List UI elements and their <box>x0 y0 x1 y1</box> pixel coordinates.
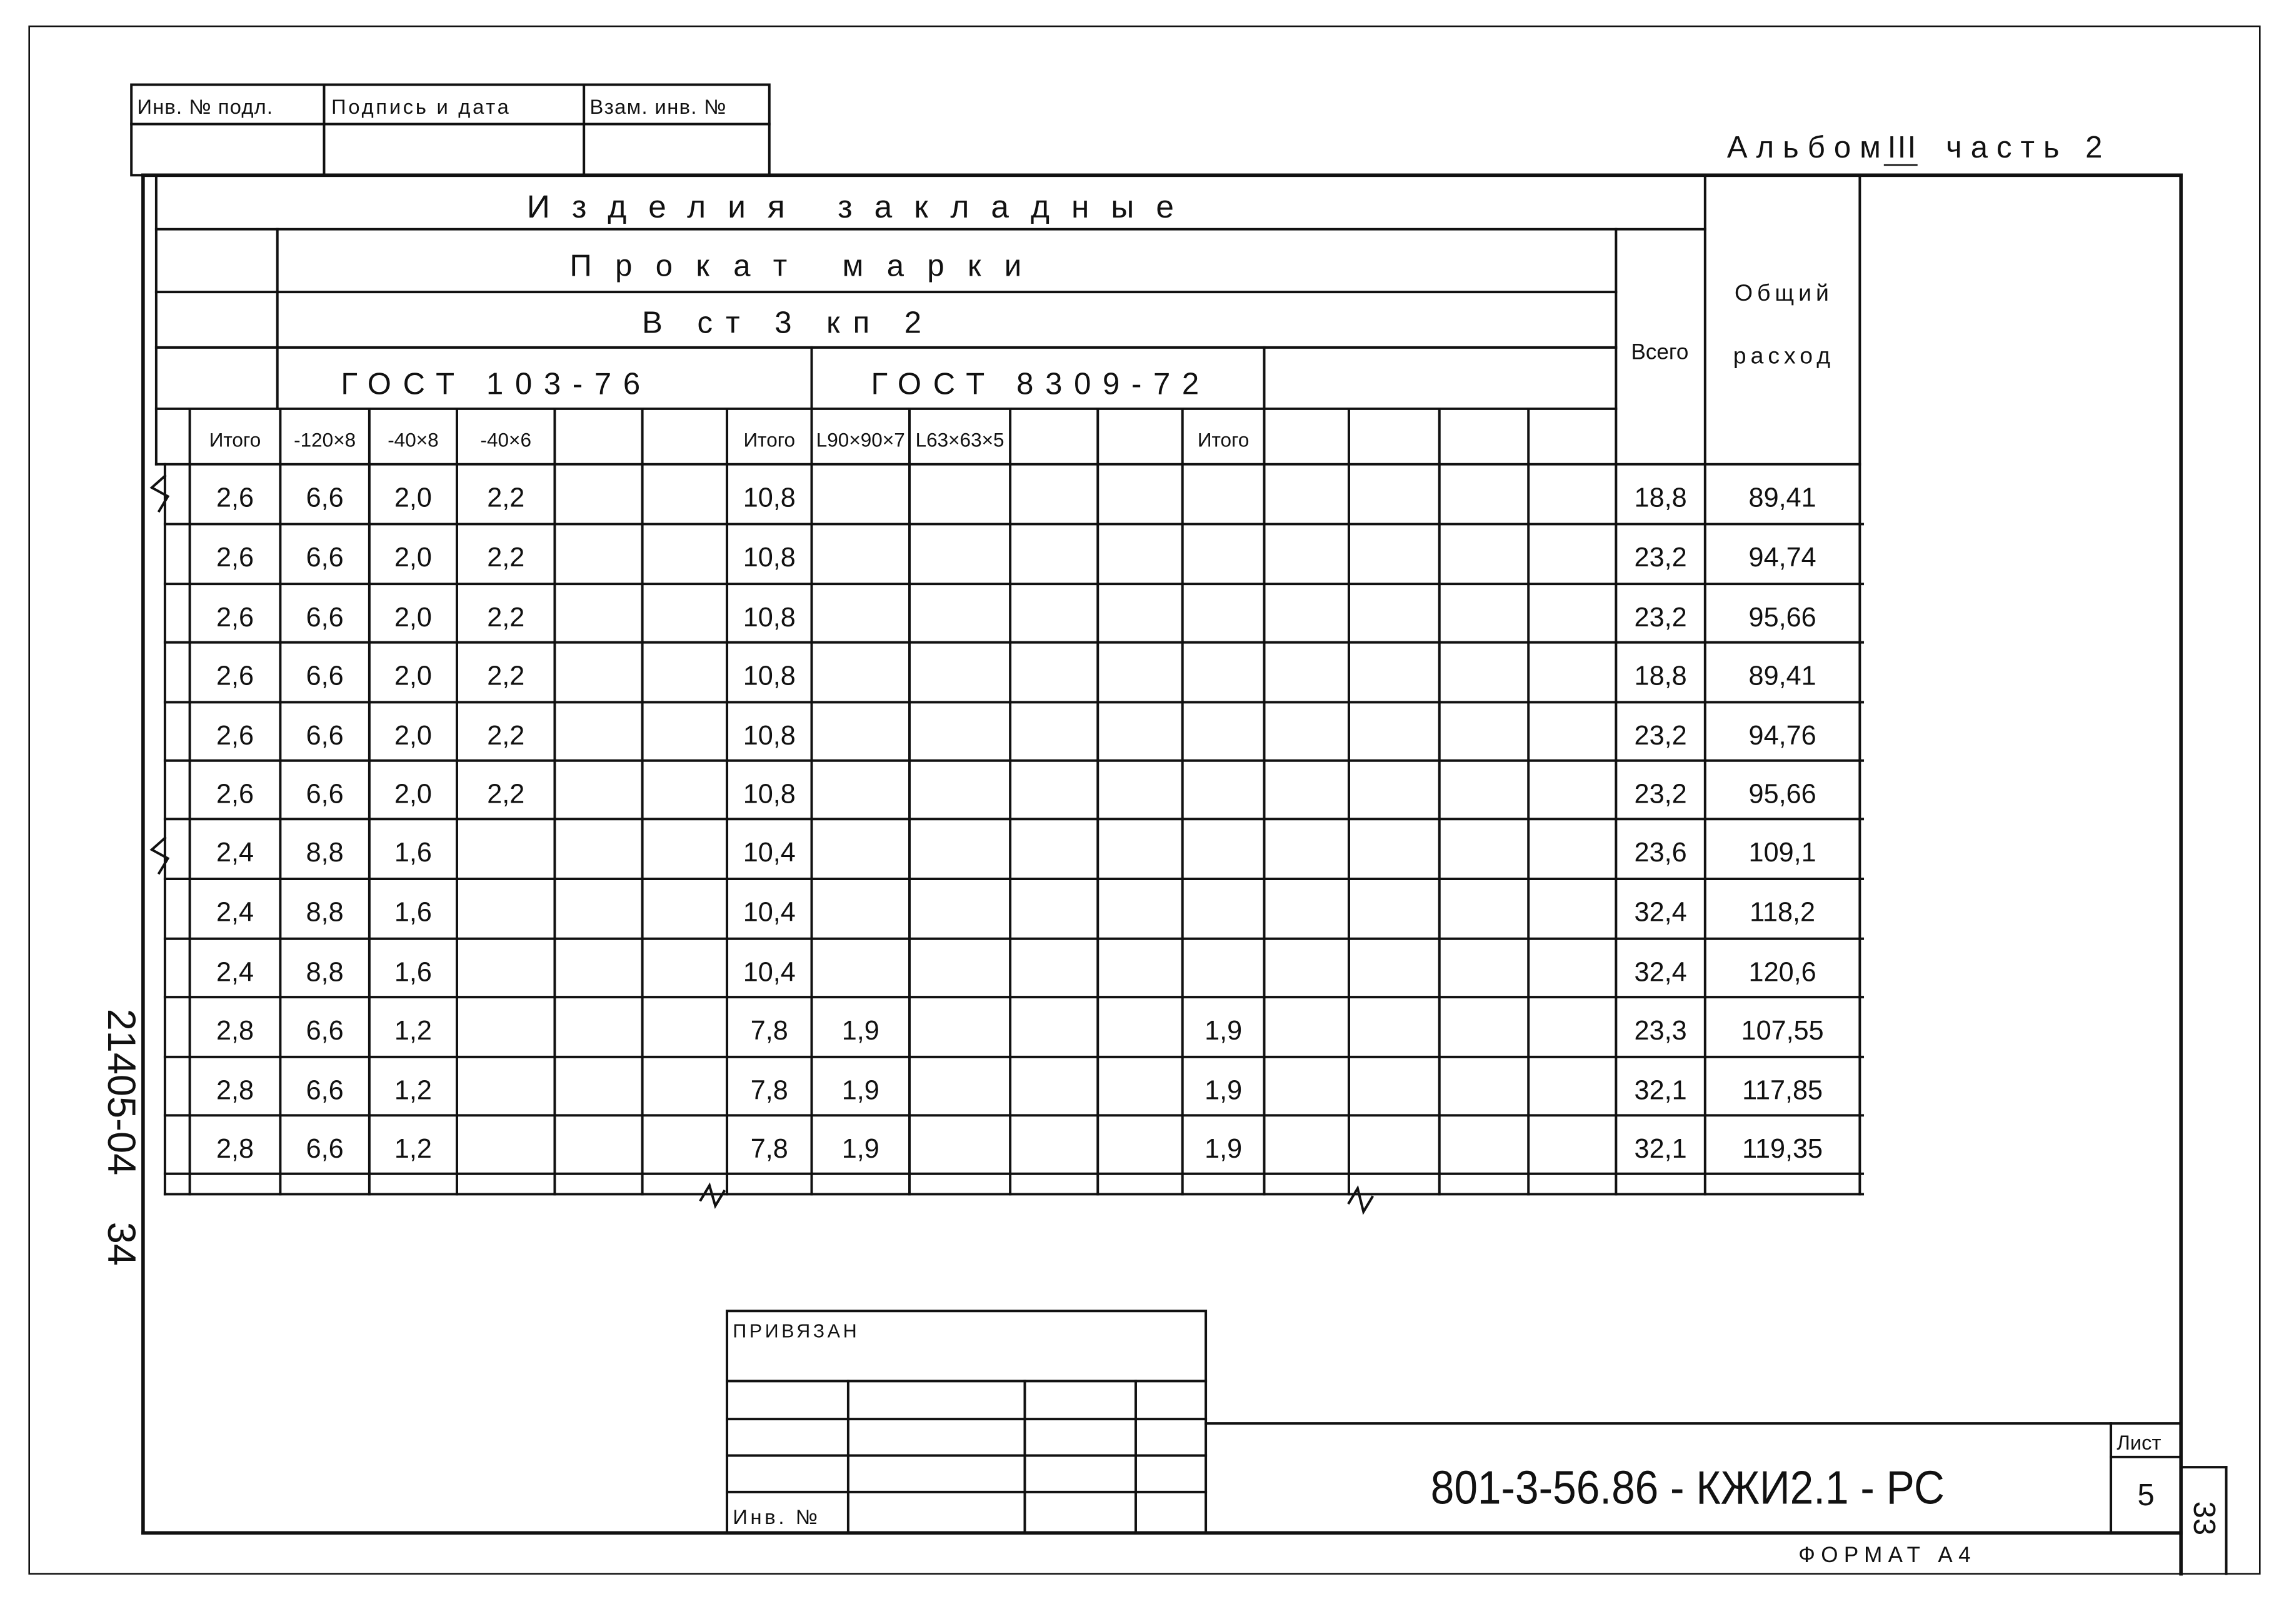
cell-total-mass: 18,8 <box>1634 661 1687 691</box>
cell-total-mass: 18,8 <box>1634 483 1687 513</box>
stamp-replaced-inv-label: Взам. инв. № <box>589 95 727 119</box>
cell-strip-40x8: 2,0 <box>394 661 432 691</box>
cell-subtotal-strip: 2,6 <box>216 483 254 513</box>
cell-overall-consumption: 117,85 <box>1742 1075 1823 1106</box>
side-code-page: 34 <box>99 1221 143 1266</box>
cell-strip-40x8: 2,0 <box>394 721 432 751</box>
cell-strip-40x6: 2,2 <box>487 661 525 691</box>
cell-overall-consumption: 119,35 <box>1742 1134 1823 1165</box>
cell-subtotal-strip: 2,4 <box>216 957 254 988</box>
table-title: Изделия закладные <box>526 188 1196 225</box>
cell-subtotal-strip: 2,4 <box>216 897 254 928</box>
cell-subtotal-gost103: 10,8 <box>743 602 796 633</box>
cell-total-mass: 32,1 <box>1634 1134 1687 1165</box>
column-header: -40×6 <box>480 428 531 451</box>
cell-subtotal-gost103: 10,4 <box>743 837 796 868</box>
column-header: -40×8 <box>388 428 439 451</box>
corner-page-number: 33 <box>2187 1501 2221 1536</box>
column-header: Итого <box>209 428 261 451</box>
cell-subtotal-gost103: 7,8 <box>750 1075 788 1106</box>
album-suffix: часть 2 <box>1946 131 2111 165</box>
cell-subtotal-gost103: 10,8 <box>743 661 796 691</box>
cell-subtotal-gost103: 10,4 <box>743 897 796 928</box>
column-header: -120×8 <box>294 428 356 451</box>
cell-subtotal-gost8509: 1,9 <box>1205 1134 1243 1165</box>
cell-subtotal-gost103: 10,8 <box>743 483 796 513</box>
cell-strip-120x8: 6,6 <box>306 779 344 809</box>
cell-subtotal-strip: 2,6 <box>216 721 254 751</box>
cell-strip-40x6: 2,2 <box>487 721 525 751</box>
cell-total-mass: 32,4 <box>1634 957 1687 988</box>
cell-angle-90x90x7: 1,9 <box>841 1075 879 1106</box>
cell-subtotal-gost103: 10,8 <box>743 721 796 751</box>
rolled-steel-heading: Прокат марки <box>569 249 1045 283</box>
cell-strip-120x8: 6,6 <box>306 602 344 633</box>
binding-inv-label: Инв. № <box>733 1505 821 1529</box>
cell-strip-40x8: 2,0 <box>394 779 432 809</box>
cell-total-mass: 23,6 <box>1634 837 1687 868</box>
drawing-designation: 801-3-56.86 - КЖИ2.1 - РС <box>1430 1461 1945 1514</box>
cell-total-mass: 32,1 <box>1634 1075 1687 1106</box>
column-header: L90×90×7 <box>816 428 905 451</box>
cell-strip-40x8: 1,6 <box>394 837 432 868</box>
cell-subtotal-gost8509: 1,9 <box>1205 1015 1243 1046</box>
cell-total-mass: 32,4 <box>1634 897 1687 928</box>
cell-total-mass: 23,2 <box>1634 779 1687 809</box>
cell-subtotal-gost103: 10,4 <box>743 957 796 988</box>
album-number: III <box>1887 131 1918 165</box>
cell-overall-consumption: 95,66 <box>1748 779 1816 809</box>
binding-label: ПРИВЯЗАН <box>733 1321 860 1342</box>
cell-total-mass: 23,2 <box>1634 602 1687 633</box>
total-mass-heading: Всего <box>1631 339 1689 364</box>
cell-subtotal-gost103: 7,8 <box>750 1015 788 1046</box>
cell-subtotal-strip: 2,6 <box>216 779 254 809</box>
cell-strip-120x8: 6,6 <box>306 1134 344 1165</box>
cell-angle-90x90x7: 1,9 <box>841 1015 879 1046</box>
cell-total-mass: 23,3 <box>1634 1015 1687 1046</box>
cell-subtotal-strip: 2,6 <box>216 602 254 633</box>
cell-strip-40x8: 1,2 <box>394 1015 432 1046</box>
cell-strip-40x8: 1,6 <box>394 897 432 928</box>
sheet-number: 5 <box>2137 1478 2155 1512</box>
cell-overall-consumption: 120,6 <box>1748 957 1816 988</box>
cell-total-mass: 23,2 <box>1634 543 1687 573</box>
cell-overall-consumption: 94,74 <box>1748 543 1816 573</box>
cell-subtotal-strip: 2,6 <box>216 661 254 691</box>
cell-total-mass: 23,2 <box>1634 721 1687 751</box>
column-header: Итого <box>743 428 796 451</box>
cell-subtotal-gost103: 10,8 <box>743 779 796 809</box>
cell-strip-120x8: 8,8 <box>306 897 344 928</box>
overall-consumption-heading-line2: расход <box>1733 342 1835 369</box>
cell-strip-120x8: 8,8 <box>306 957 344 988</box>
cell-overall-consumption: 118,2 <box>1750 897 1816 928</box>
cell-strip-40x6: 2,2 <box>487 543 525 573</box>
cell-strip-40x6: 2,2 <box>487 779 525 809</box>
cell-strip-40x8: 2,0 <box>394 602 432 633</box>
cell-strip-120x8: 6,6 <box>306 661 344 691</box>
cell-strip-120x8: 8,8 <box>306 837 344 868</box>
cell-angle-90x90x7: 1,9 <box>841 1134 879 1165</box>
cell-overall-consumption: 95,66 <box>1748 602 1816 633</box>
gost-103-heading: ГОСТ 103-76 <box>341 367 652 401</box>
cell-strip-40x6: 2,2 <box>487 602 525 633</box>
column-header: Итого <box>1197 428 1250 451</box>
cell-strip-120x8: 6,6 <box>306 1075 344 1106</box>
cell-strip-40x8: 1,6 <box>394 957 432 988</box>
overall-consumption-heading-line1: Общий <box>1734 279 1833 306</box>
cell-strip-120x8: 6,6 <box>306 543 344 573</box>
cell-strip-40x8: 1,2 <box>394 1134 432 1165</box>
column-header: L63×63×5 <box>915 428 1004 451</box>
cell-strip-120x8: 6,6 <box>306 721 344 751</box>
cell-strip-40x8: 1,2 <box>394 1075 432 1106</box>
cell-subtotal-gost103: 10,8 <box>743 543 796 573</box>
cell-subtotal-strip: 2,4 <box>216 837 254 868</box>
cell-overall-consumption: 94,76 <box>1748 721 1816 751</box>
cell-subtotal-strip: 2,8 <box>216 1015 254 1046</box>
gost-8509-heading: ГОСТ 8309-72 <box>871 367 1211 401</box>
cell-strip-40x6: 2,2 <box>487 483 525 513</box>
cell-subtotal-strip: 2,6 <box>216 543 254 573</box>
stamp-inv-podl-label: Инв. № подл. <box>137 95 274 119</box>
cell-strip-120x8: 6,6 <box>306 483 344 513</box>
cell-overall-consumption: 107,55 <box>1741 1015 1824 1046</box>
cell-overall-consumption: 89,41 <box>1748 661 1816 691</box>
sheet-label: Лист <box>2116 1431 2161 1455</box>
cell-subtotal-strip: 2,8 <box>216 1134 254 1165</box>
format-label: ФОРМАТ А4 <box>1798 1542 1976 1567</box>
cell-overall-consumption: 89,41 <box>1748 483 1816 513</box>
cell-subtotal-gost8509: 1,9 <box>1205 1075 1243 1106</box>
stamp-signature-date-label: Подпись и дата <box>331 95 511 119</box>
side-code <box>99 1009 143 1266</box>
album-prefix: Альбом <box>1726 131 1890 165</box>
cell-strip-40x8: 2,0 <box>394 543 432 573</box>
cell-strip-40x8: 2,0 <box>394 483 432 513</box>
side-code-number: 21405-04 <box>99 1008 143 1176</box>
cell-strip-120x8: 6,6 <box>306 1015 344 1046</box>
cell-subtotal-gost103: 7,8 <box>750 1134 788 1165</box>
cell-overall-consumption: 109,1 <box>1748 837 1816 868</box>
cell-subtotal-strip: 2,8 <box>216 1075 254 1106</box>
steel-grade-heading: В ст 3 кп 2 <box>642 306 935 340</box>
